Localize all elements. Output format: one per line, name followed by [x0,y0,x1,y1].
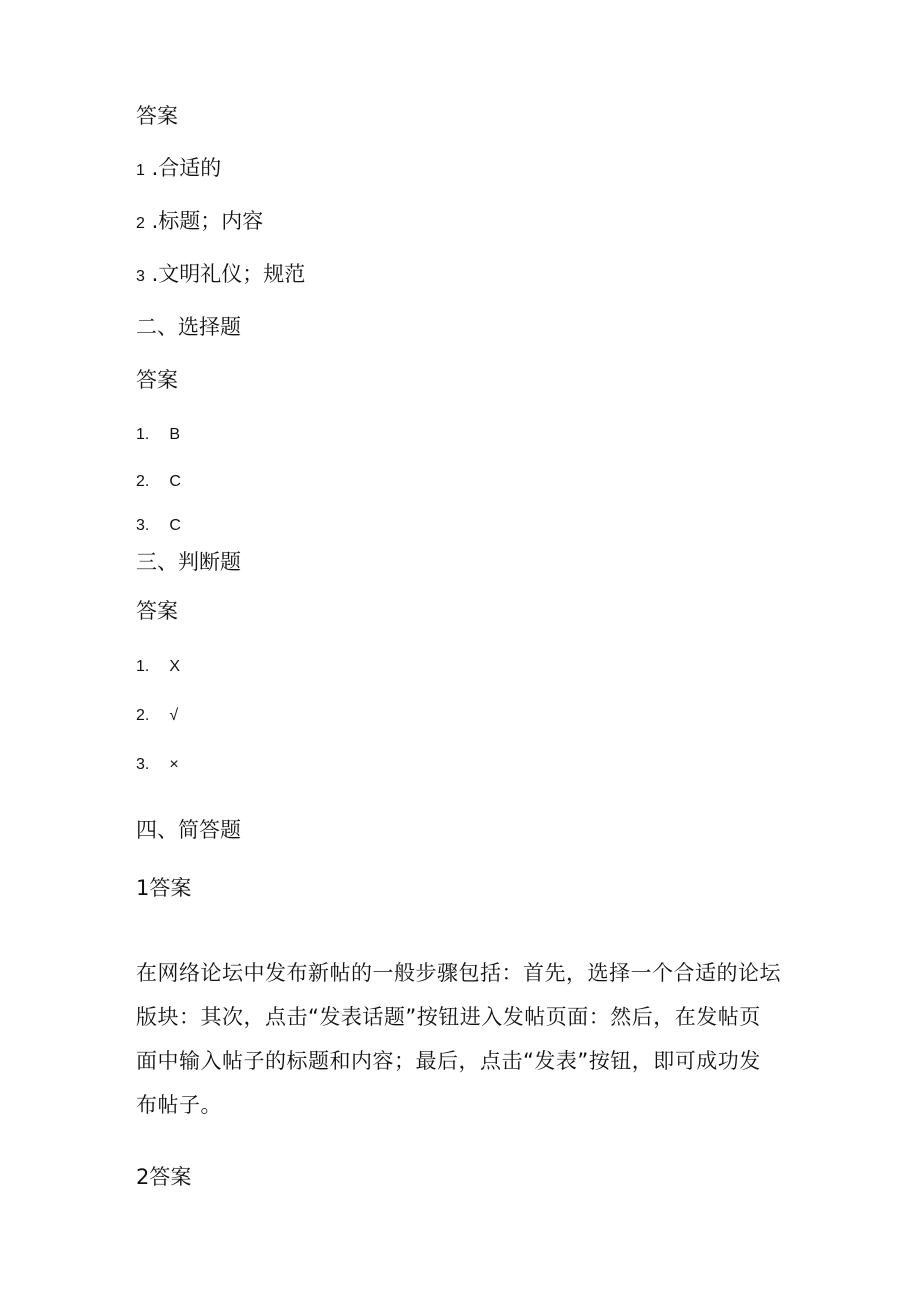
item-number: 3. [136,756,150,773]
item-text: √ [169,707,179,724]
item-number: 1 [136,162,145,179]
fill-in-answer-3 [136,262,305,289]
choice-answer-3 [136,511,181,538]
fill-in-answer-label: 答案 [136,104,178,128]
judge-answer-label: 答案 [136,599,178,623]
short-q2-answer-label: 2答案 [136,1165,192,1189]
item-number: 2. [136,473,150,490]
item-text: .合适的 [151,156,222,180]
short-q1-answer-paragraph [136,951,796,1127]
paragraph-line: 版块：其次，点击“发表话题”按钮进入发帖页面：然后，在发帖页 [136,1005,761,1029]
choice-answer-1 [136,420,180,447]
paragraph-line: 在网络论坛中发布新帖的一般步骤包括：首先，选择一个合适的论坛 [136,961,781,985]
item-number: 3. [136,517,150,534]
item-number: 2 [136,215,145,232]
item-text: × [169,756,179,773]
item-number: 1. [136,426,150,443]
paragraph-line: 布帖子。 [136,1093,222,1117]
judge-answer-1 [136,652,180,679]
item-text: .标题；内容 [151,209,264,233]
judge-answer-2 [136,701,178,728]
item-text: X [169,658,181,675]
item-text: B [169,426,181,443]
choice-answer-2 [136,467,181,494]
paragraph-line: 面中输入帖子的标题和内容；最后，点击“发表”按钮，即可成功发 [136,1049,761,1073]
short-q1-answer-label: 1答案 [136,876,192,900]
item-number: 3 [136,268,145,285]
item-text: C [169,517,181,534]
choice-answer-label: 答案 [136,368,178,392]
item-text: C [169,473,181,490]
item-number: 1. [136,658,150,675]
short-heading: 四、简答题 [136,818,241,842]
fill-in-answer-2 [136,209,263,236]
judge-heading: 三、判断题 [136,550,241,574]
item-text: .文明礼仪；规范 [151,262,306,286]
judge-answer-3 [136,750,179,777]
choice-heading: 二、选择题 [136,315,241,339]
fill-in-answer-1 [136,156,221,183]
item-number: 2. [136,707,150,724]
